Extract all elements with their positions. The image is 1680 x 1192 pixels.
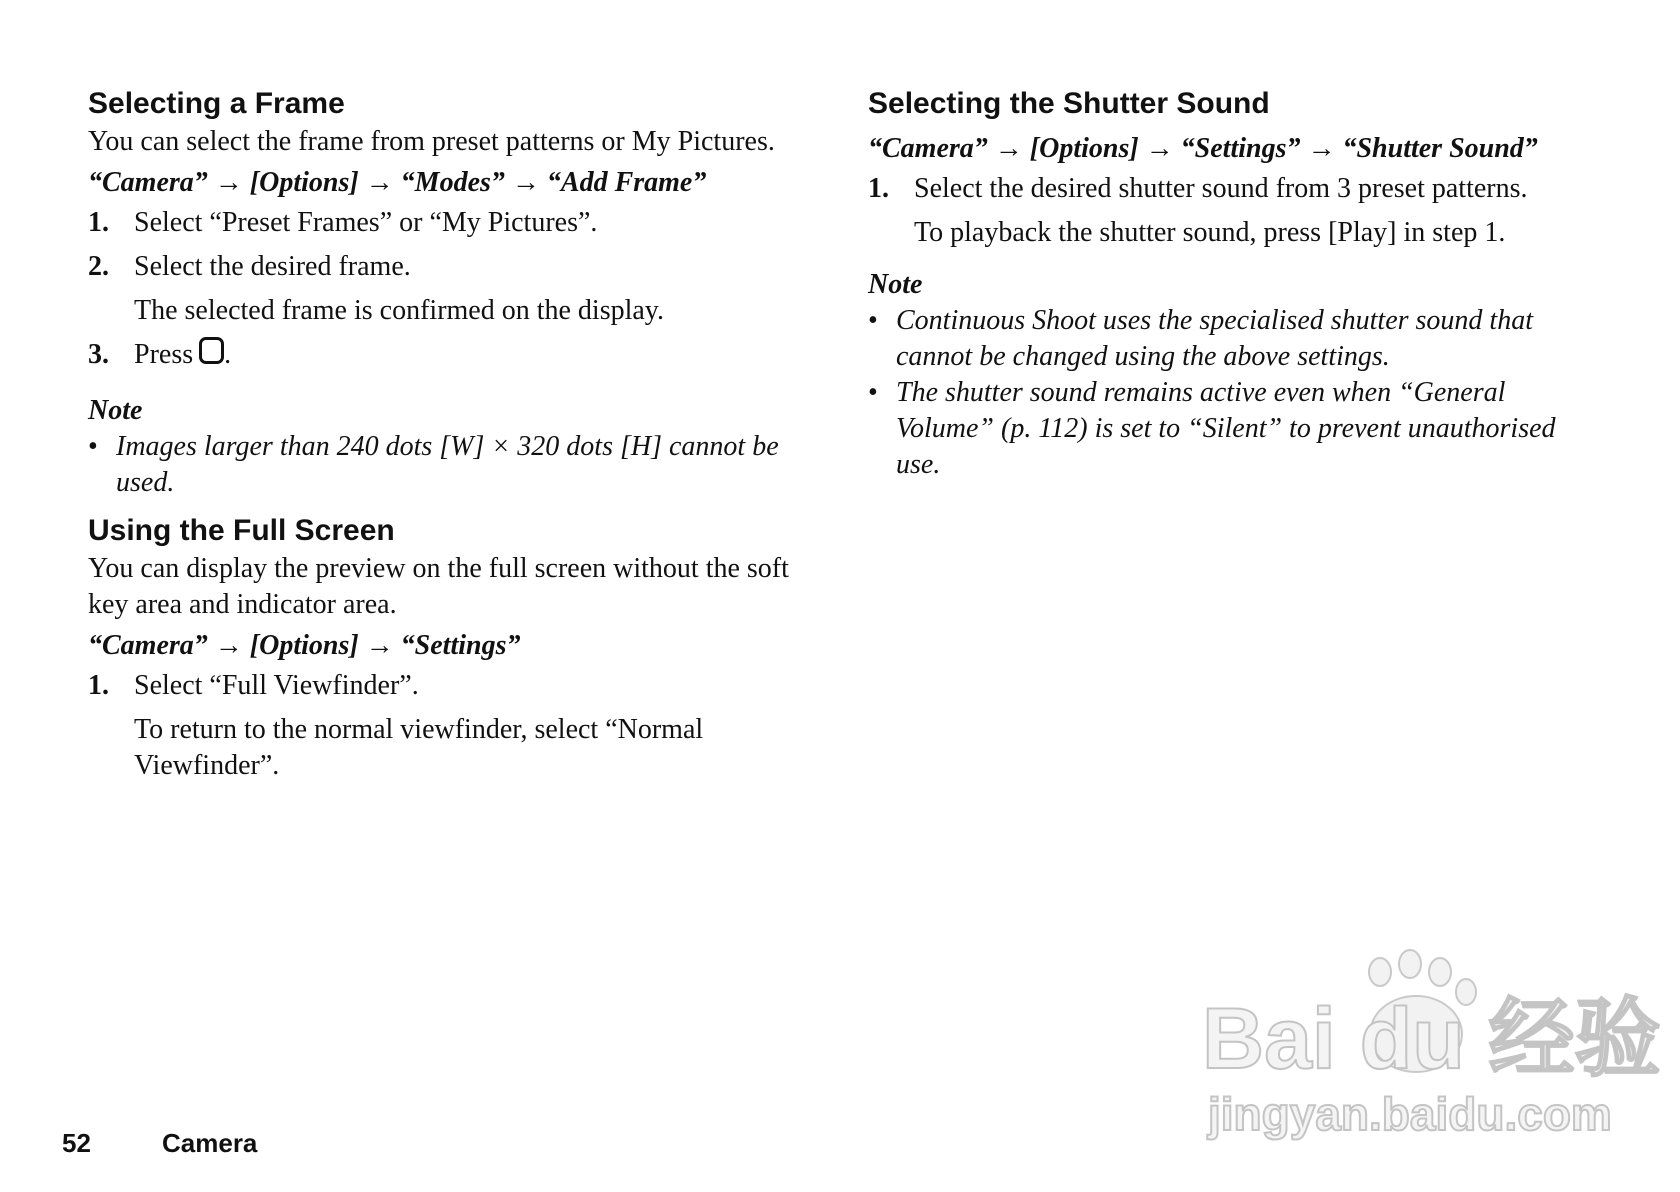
paw-toe-icon — [1429, 958, 1451, 986]
paw-toe-icon — [1399, 950, 1421, 978]
section-heading-shutter: Selecting the Shutter Sound — [868, 87, 1270, 120]
step-number: 3. — [88, 339, 109, 370]
shutter-note-item — [868, 303, 1588, 375]
watermark-url: jingyan.baidu.com — [1208, 1088, 1612, 1140]
shutter-step-1-detail: To playback the shutter sound, press [Play] in step 1. — [914, 217, 1506, 248]
baidu-watermark — [1202, 950, 1661, 1145]
frame-menu-path: “Camera” → [Options] → “Modes” → “Add Frame” — [88, 167, 707, 198]
left-column — [88, 84, 808, 784]
step-number: 2. — [88, 251, 109, 282]
frame-step-2-detail: The selected frame is confirmed on the display. — [134, 295, 664, 326]
center-key-icon — [199, 337, 224, 364]
bullet-icon: • — [88, 431, 98, 462]
shutter-menu-path: “Camera” → [Options] → “Settings” → “Shutter Sound” — [868, 133, 1538, 164]
note-text: Continuous Shoot uses the specialised shutter sound that cannot be changed using the above settings. — [896, 305, 1533, 372]
step-text: Press — [134, 339, 194, 370]
step-text: Select “Preset Frames” or “My Pictures”. — [134, 207, 598, 238]
frame-note-item — [88, 429, 808, 501]
paw-toe-icon — [1369, 958, 1391, 986]
bullet-icon: • — [868, 377, 878, 408]
fullscreen-step-1-detail: To return to the normal viewfinder, select “Normal Viewfinder”. — [134, 714, 704, 781]
frame-step-2 — [88, 249, 808, 285]
right-column — [868, 84, 1588, 483]
step-number: 1. — [88, 207, 109, 238]
frame-step-3: 3. Press . — [88, 337, 808, 373]
section-heading-frame: Selecting a Frame — [88, 87, 345, 120]
frame-step-1 — [88, 205, 808, 241]
page-section-label: Camera — [162, 1128, 258, 1158]
fullscreen-step-1 — [88, 668, 808, 704]
step-text: Select “Full Viewfinder”. — [134, 670, 419, 701]
watermark-brand: Bai du 经验 — [1202, 991, 1661, 1087]
bullet-icon: • — [868, 305, 878, 336]
frame-intro: You can select the frame from preset patterns or My Pictures. — [88, 126, 775, 157]
step-text: Select the desired shutter sound from 3 preset patterns. — [914, 173, 1528, 204]
step-number: 1. — [88, 670, 109, 701]
fullscreen-intro: You can display the preview on the full screen without the soft key area and indicator area. — [88, 553, 789, 620]
note-text: Images larger than 240 dots [W] × 320 dots [H] cannot be used. — [116, 431, 779, 498]
section-heading-fullscreen: Using the Full Screen — [88, 514, 395, 547]
shutter-step-1 — [868, 171, 1588, 207]
step-number: 1. — [868, 173, 889, 204]
frame-note-heading: Note — [88, 395, 143, 426]
step-text: Select the desired frame. — [134, 251, 411, 282]
page-number: 52 — [62, 1128, 91, 1158]
shutter-note-heading: Note — [868, 269, 923, 300]
shutter-note-item — [868, 375, 1588, 483]
note-text: The shutter sound remains active even when “General Volume” (p. 112) is set to “Silent” to prevent unauthorised use. — [896, 377, 1556, 480]
fullscreen-menu-path: “Camera” → [Options] → “Settings” — [88, 630, 521, 661]
